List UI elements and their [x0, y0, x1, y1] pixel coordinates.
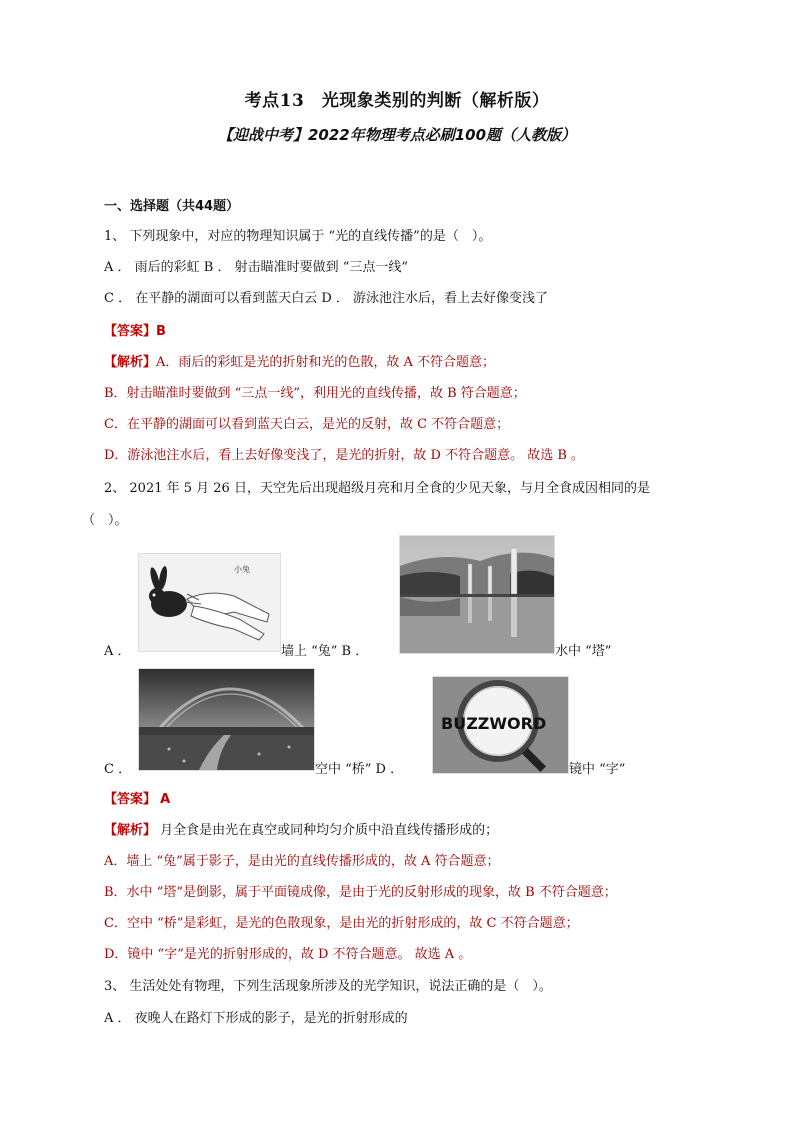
q1-answer: [104, 323, 166, 341]
section-heading: 一、选择题（共44题）: [104, 199, 240, 214]
page-title: 考点13 光现象类别的判断（解析版）: [244, 91, 550, 111]
q2-answer: [104, 791, 170, 809]
answer-tag: 【答案】: [104, 324, 157, 339]
q1-analysis-a: 【解析】A．雨后的彩虹是光的折射和光的色散，故 A 不符合题意；: [104, 355, 496, 370]
q1-options-cd: C ． 在平静的湖面可以看到蓝天白云 D ． 游泳池注水后，看上去好像变浅了: [104, 291, 549, 306]
answer-value: A: [160, 792, 171, 807]
q2-option-c-prefix: C ．: [104, 762, 132, 777]
q2-stem-line2: （ ）。: [82, 513, 128, 528]
q2-option-b-label: 水中 “塔”: [555, 644, 612, 659]
q1-options-ab: A ． 雨后的彩虹 B ． 射击瞄准时要做到 “三点一线”: [104, 260, 409, 275]
answer-tag: 【答案】: [104, 792, 157, 807]
answer-value: B: [156, 324, 166, 339]
analysis-tag: 【解析】: [104, 823, 157, 838]
rabbit-caption: 小兔: [234, 565, 250, 574]
q2-stem-line1: 2、 2021 年 5 月 26 日，天空先后出现超级月亮和月全食的少见天象，与月全食成因相同的是: [104, 481, 650, 496]
q2-analysis-c: C．空中 “桥”是彩虹，是光的色散现象，是由光的折射形成的，故 C 不符合题意；: [104, 916, 579, 931]
q2-analysis-a: A．墙上 “兔”属于影子，是由光的直线传播形成的，故 A 符合题意；: [104, 854, 500, 869]
q2-option-a-label: 墙上 “兔” B ．: [281, 644, 369, 659]
q2-option-a-prefix: A ．: [104, 644, 131, 659]
q2-option-c-label: 空中 “桥” D ．: [315, 762, 404, 777]
q3-stem: 3、 生活处处有物理，下列生活现象所涉及的光学知识，说法正确的是（ ）。: [104, 979, 552, 994]
q2-analysis-intro: 【解析】 月全食是由光在真空或同种均匀介质中沿直线传播形成的；: [104, 823, 499, 838]
rabbit-shadow-image: [138, 553, 281, 652]
magnifier-image: [432, 676, 569, 774]
rainbow-image: [138, 668, 315, 771]
magnifier-word: BUZZWORD: [441, 714, 547, 733]
q2-analysis-b: B．水中 “塔”是倒影，属于平面镜成像，是由于光的反射形成的现象，故 B 不符合题意；: [104, 885, 617, 900]
q2-analysis-d: D．镜中 “字”是光的折射形成的，故 D 不符合题意。 故选 A 。: [104, 947, 472, 962]
page-subtitle: 【迎战中考】2022年物理考点必刷100题（人教版）: [217, 126, 577, 144]
analysis-tag: 【解析】: [104, 355, 157, 370]
q1-analysis-b: B．射击瞄准时要做到 “三点一线”，利用光的直线传播，故 B 符合题意；: [104, 386, 526, 401]
q1-analysis-d: D．游泳池注水后，看上去好像变浅了，是光的折射，故 D 不符合题意。 故选 B 。: [104, 448, 585, 463]
q1-analysis-c: C．在平静的湖面可以看到蓝天白云，是光的反射，故 C 不符合题意；: [104, 417, 510, 432]
q1-stem: 1、 下列现象中，对应的物理知识属于 “光的直线传播”的是（ ）。: [104, 229, 492, 244]
q3-option-a: A ． 夜晚人在路灯下形成的影子，是光的折射形成的: [104, 1011, 408, 1026]
q2-option-d-label: 镜中 “字”: [569, 762, 626, 777]
pagoda-reflection-image: [399, 535, 555, 654]
